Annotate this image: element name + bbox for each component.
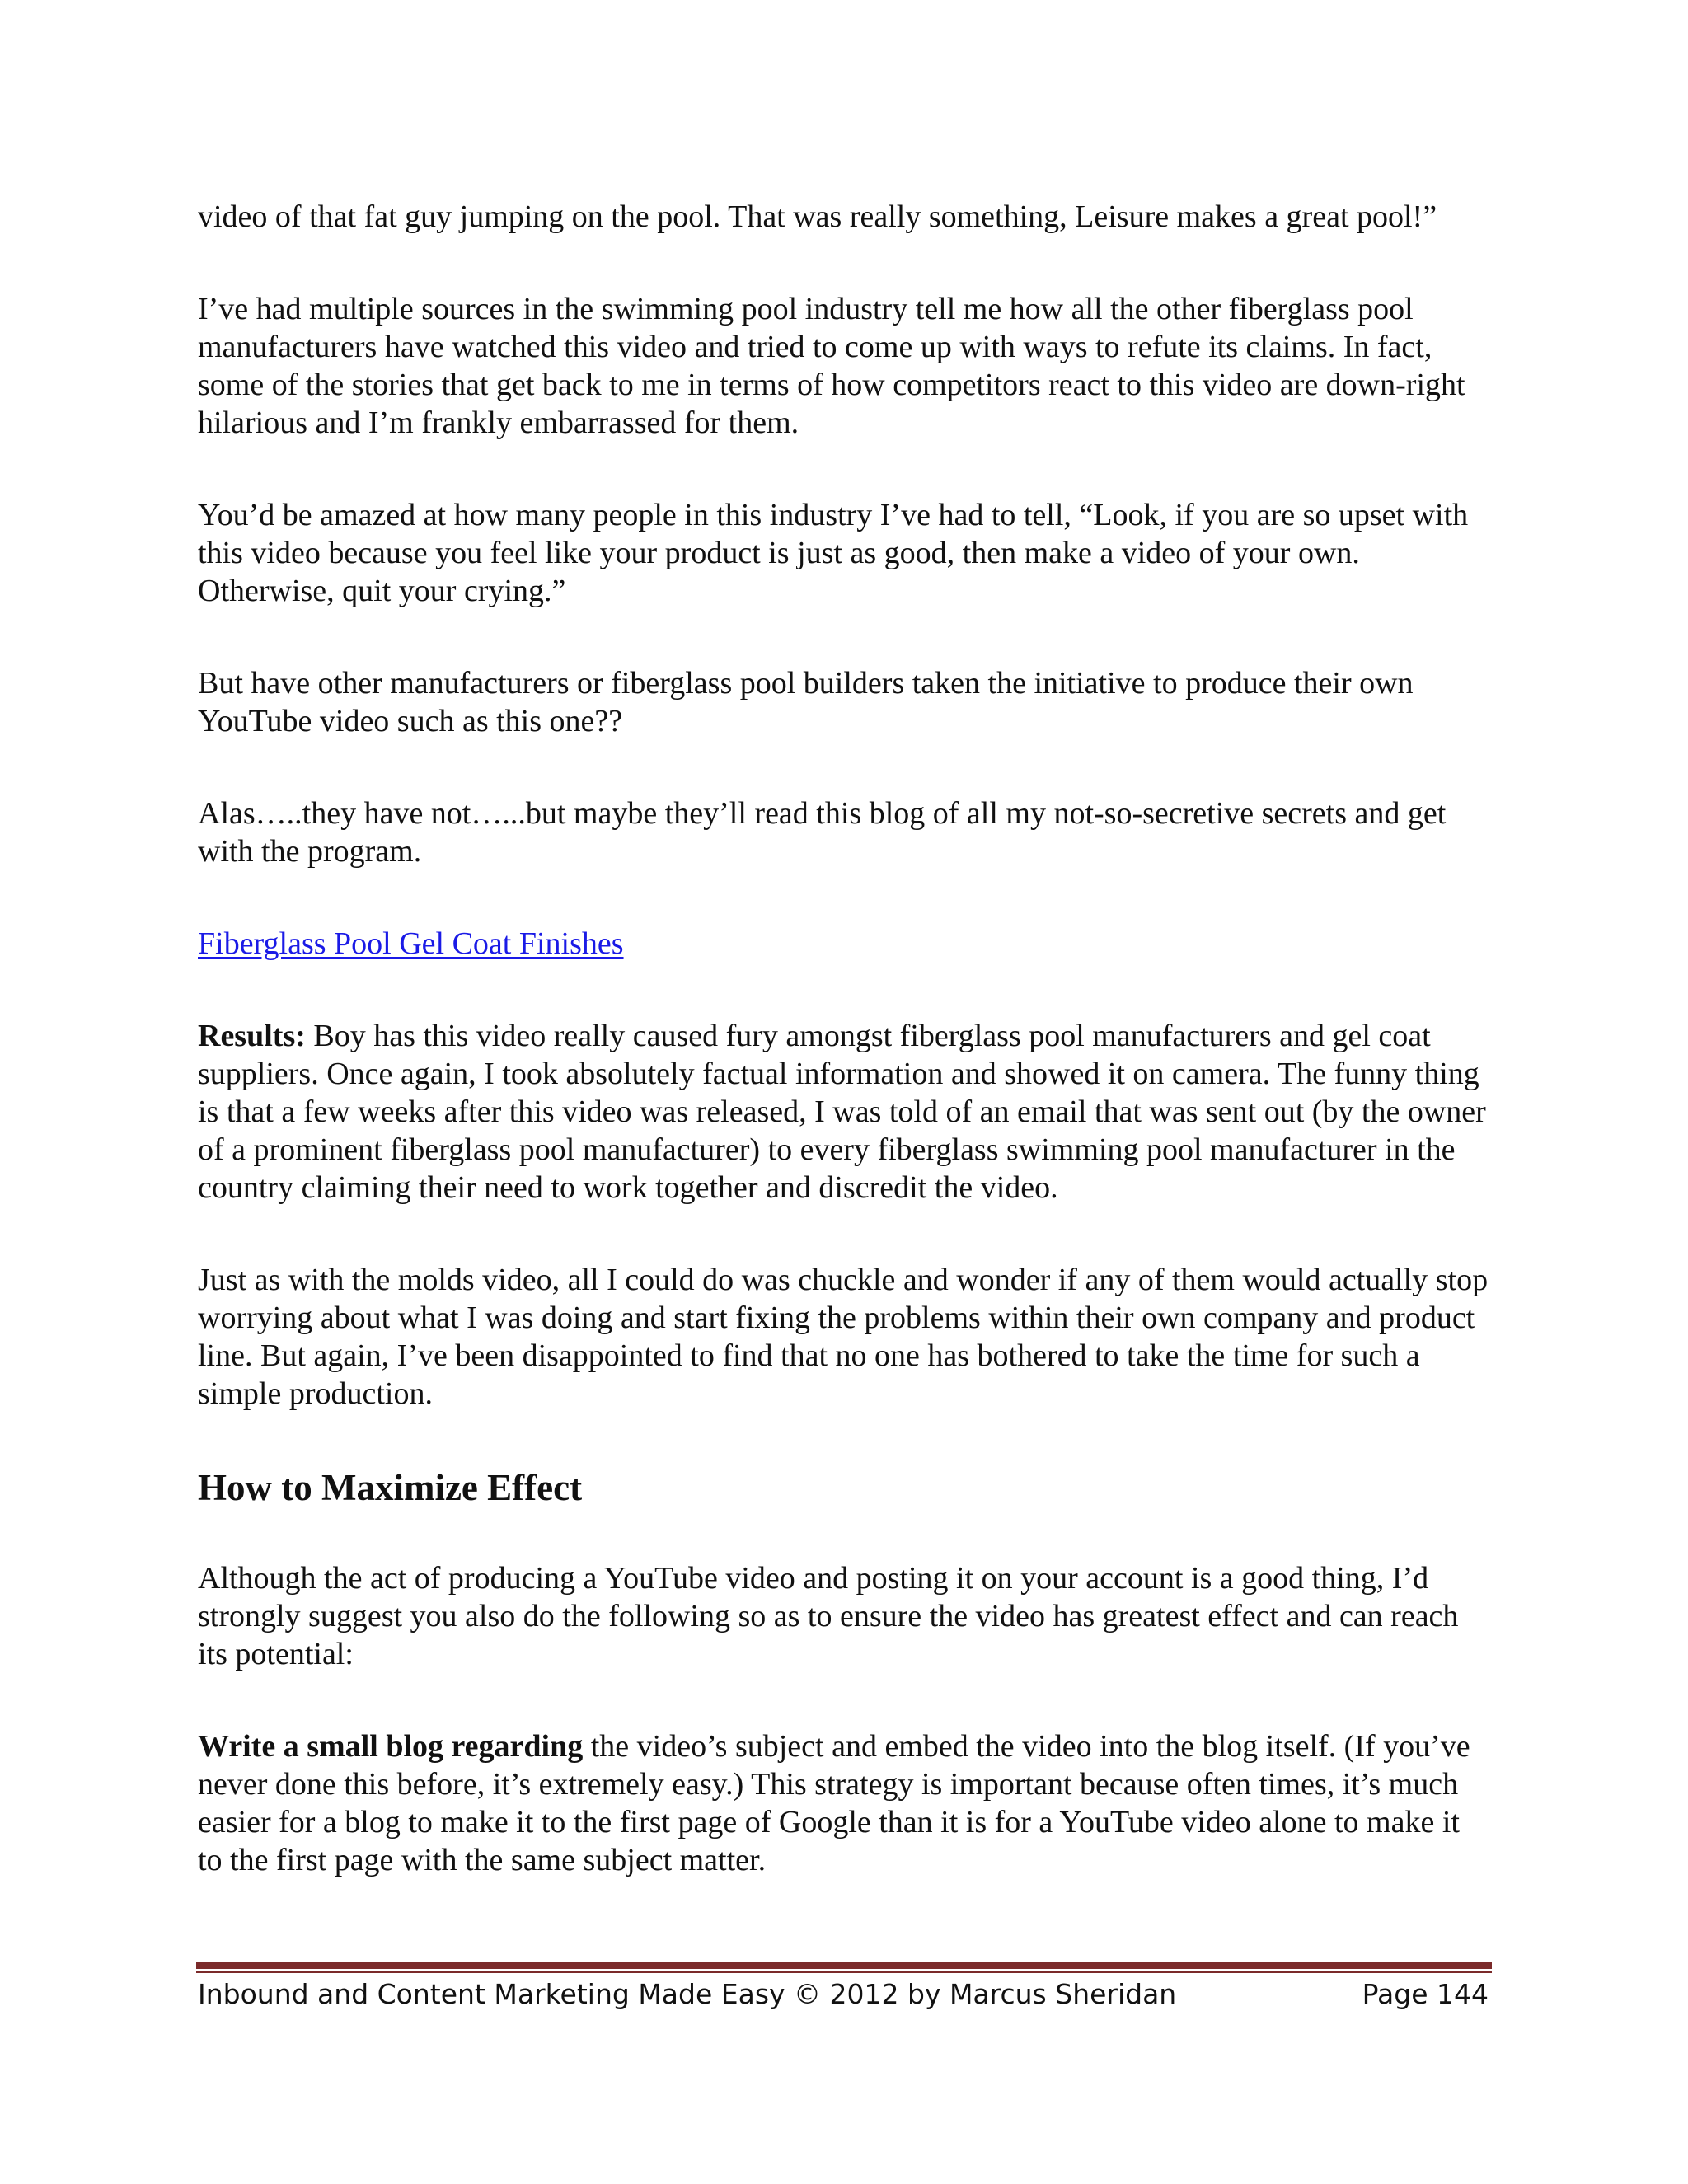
paragraph-although: Although the act of producing a YouTube video and posting it on your account is a good thing, I’d strongly suggest you also do the following so as to ensure the video has greatest effect and can reach its potential:: [198, 1561, 1459, 1671]
page-body: [198, 198, 1490, 1933]
paragraph-quote-end: video of that fat guy jumping on the pool. That was really something, Leisure makes a great pool!”: [198, 199, 1437, 234]
gel-coat-finishes-link[interactable]: Fiberglass Pool Gel Coat Finishes: [198, 926, 624, 961]
results-text: Boy has this video really caused fury amongst fiberglass pool manufacturers and gel coat suppliers. Once again, I took absolutely factual information and showed it on camera. The funny thing is that a few weeks after this video was released, I was told of an email that was sent out (by the owner of a prominent fiberglass pool manufacturer) to every fiberglass swimming pool manufacturer in the country claiming their need to work together and discredit the video.: [198, 1019, 1486, 1205]
footer-rule-thin: [196, 1971, 1492, 1973]
results-label: Results:: [198, 1019, 306, 1053]
link-paragraph: [198, 925, 1490, 963]
section-heading: How to Maximize Effect: [198, 1467, 583, 1508]
footer-rule: [196, 1962, 1492, 1974]
paragraph-other-manufacturers: But have other manufacturers or fiberglass pool builders taken the initiative to produce their own YouTube video such as this one??: [198, 666, 1414, 738]
paragraph-alas: Alas…..they have not…...but maybe they’ll read this blog of all my not-so-secretive secrets and get with the program.: [198, 796, 1447, 869]
paragraph-industry-sources: I’ve had multiple sources in the swimming pool industry tell me how all the other fiberglass pool manufacturers have watched this video and tried to come up with ways to refute its claims. In fact, some of the stories that get back to me in terms of how competitors react to this video are down-right hilarious and I’m frankly embarrassed for them.: [198, 292, 1465, 440]
paragraph-write-blog: [198, 1727, 1490, 1879]
paragraph-results: [198, 1017, 1490, 1207]
footer-title: Inbound and Content Marketing Made Easy © 2012 by Marcus Sheridan: [198, 1978, 1177, 2010]
write-blog-text: the video’s subject and embed the video into the blog itself. (If you’ve never done this before, it’s extremely easy.) This strategy is important because often times, it’s much easier for a blog to make it to the first page of Google than it is for a YouTube video alone to make it to the first page with the same subject matter.: [198, 1729, 1470, 1877]
write-blog-bold: Write a small blog regarding: [198, 1729, 584, 1764]
page-footer: [198, 1976, 1489, 2013]
footer-rule-thick: [196, 1962, 1492, 1969]
paragraph-make-your-own: You’d be amazed at how many people in this industry I’ve had to tell, “Look, if you are so upset with this video because you feel like your product is just as good, then make a video of your own. Otherwise, quit your crying.”: [198, 498, 1469, 608]
page-number: Page 144: [1362, 1978, 1489, 2010]
paragraph-molds-video: Just as with the molds video, all I could do was chuckle and wonder if any of them would actually stop worrying about what I was doing and start fixing the problems within their own company and product line. But again, I’ve been disappointed to find that no one has bothered to take the time for such a simple production.: [198, 1263, 1489, 1411]
